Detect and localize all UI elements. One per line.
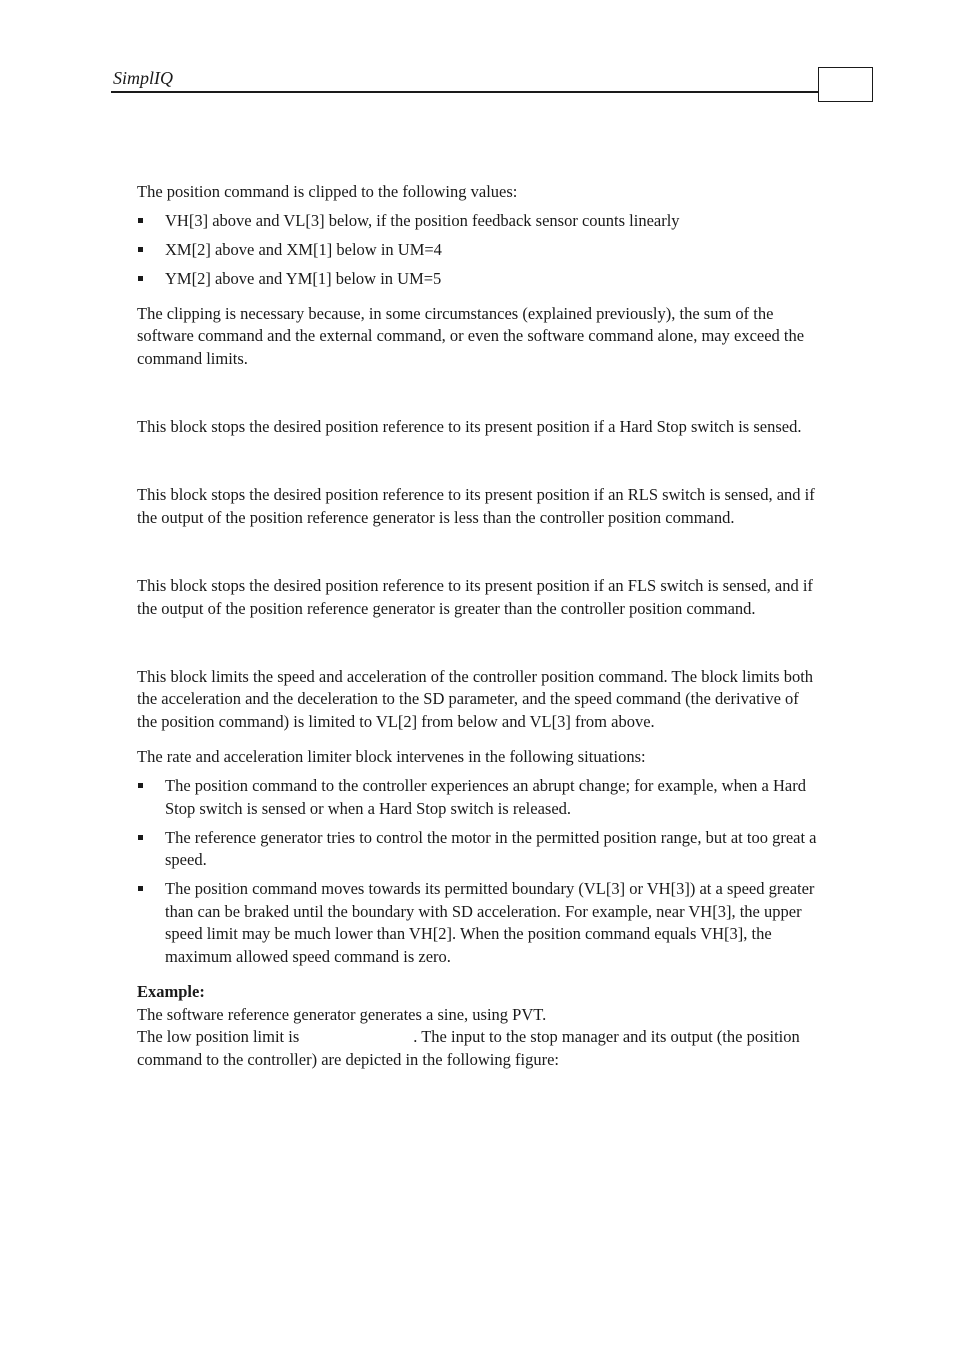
clipping-item: VH[3] above and VL[3] below, if the position feedback sensor counts linearly [137,210,821,233]
example-heading: Example: [137,982,205,1001]
clipping-item: YM[2] above and YM[1] below in UM=5 [137,268,821,291]
clipping-explanation: The clipping is necessary because, in some circumstances (explained previously), the sum of the software command and the external command, or even the software command alone, may exceed the command limits. [137,303,805,368]
rate-limiter-paragraph: This block limits the speed and acceleration of the controller position command. The block limits both the acceleration and the deceleration to the SD parameter, and the speed command (the derivative of the position command) is limited to VL[2] from below and VL[3] from above. [137,666,814,731]
rls-paragraph: This block stops the desired position reference to its present position if an RLS switch is sensed, and if the output of the position reference generator is less than the controller position command. [137,485,815,527]
header-rule [111,91,819,93]
rate-limiter-list [137,775,821,968]
clipping-intro: The position command is clipped to the following values: [137,182,518,201]
rate-limiter-item: The position command moves towards its permitted boundary (VL[3] or VH[3]) at a speed greater than can be braked until the boundary with SD acceleration. For example, near VH[3], the upper speed limit may be much lower than VH[2]. When the position command equals VH[3], the maximum allowed speed command is zero. [137,878,821,968]
running-header-title: SimplIQ [113,68,173,88]
example-text-end: . The input to the stop manager and its output (the position command to the controller) are depicted in the following figure: [137,1027,800,1069]
clipping-list [137,210,821,291]
fls-paragraph: This block stops the desired position reference to its present position if an FLS switch is sensed, and if the output of the position reference generator is greater than the controller position command. [137,576,813,618]
document-body [137,181,821,1071]
example-paragraph [137,1026,821,1071]
example-line: The software reference generator generates a sine, using PVT. [137,1004,547,1024]
hard-stop-paragraph: This block stops the desired position reference to its present position if a Hard Stop switch is sensed. [137,417,802,436]
rate-limiter-item: The position command to the controller experiences an abrupt change; for example, when a Hard Stop switch is sensed or when a Hard Stop switch is released. [137,775,821,820]
page-number-box [818,67,873,102]
rate-limiter-intro: The rate and acceleration limiter block intervenes in the following situations: [137,747,646,766]
rate-limiter-item: The reference generator tries to control the motor in the permitted position range, but at too great a speed. [137,827,821,872]
example-text-start: The low position limit is [137,1027,300,1046]
clipping-item: XM[2] above and XM[1] below in UM=4 [137,239,821,262]
